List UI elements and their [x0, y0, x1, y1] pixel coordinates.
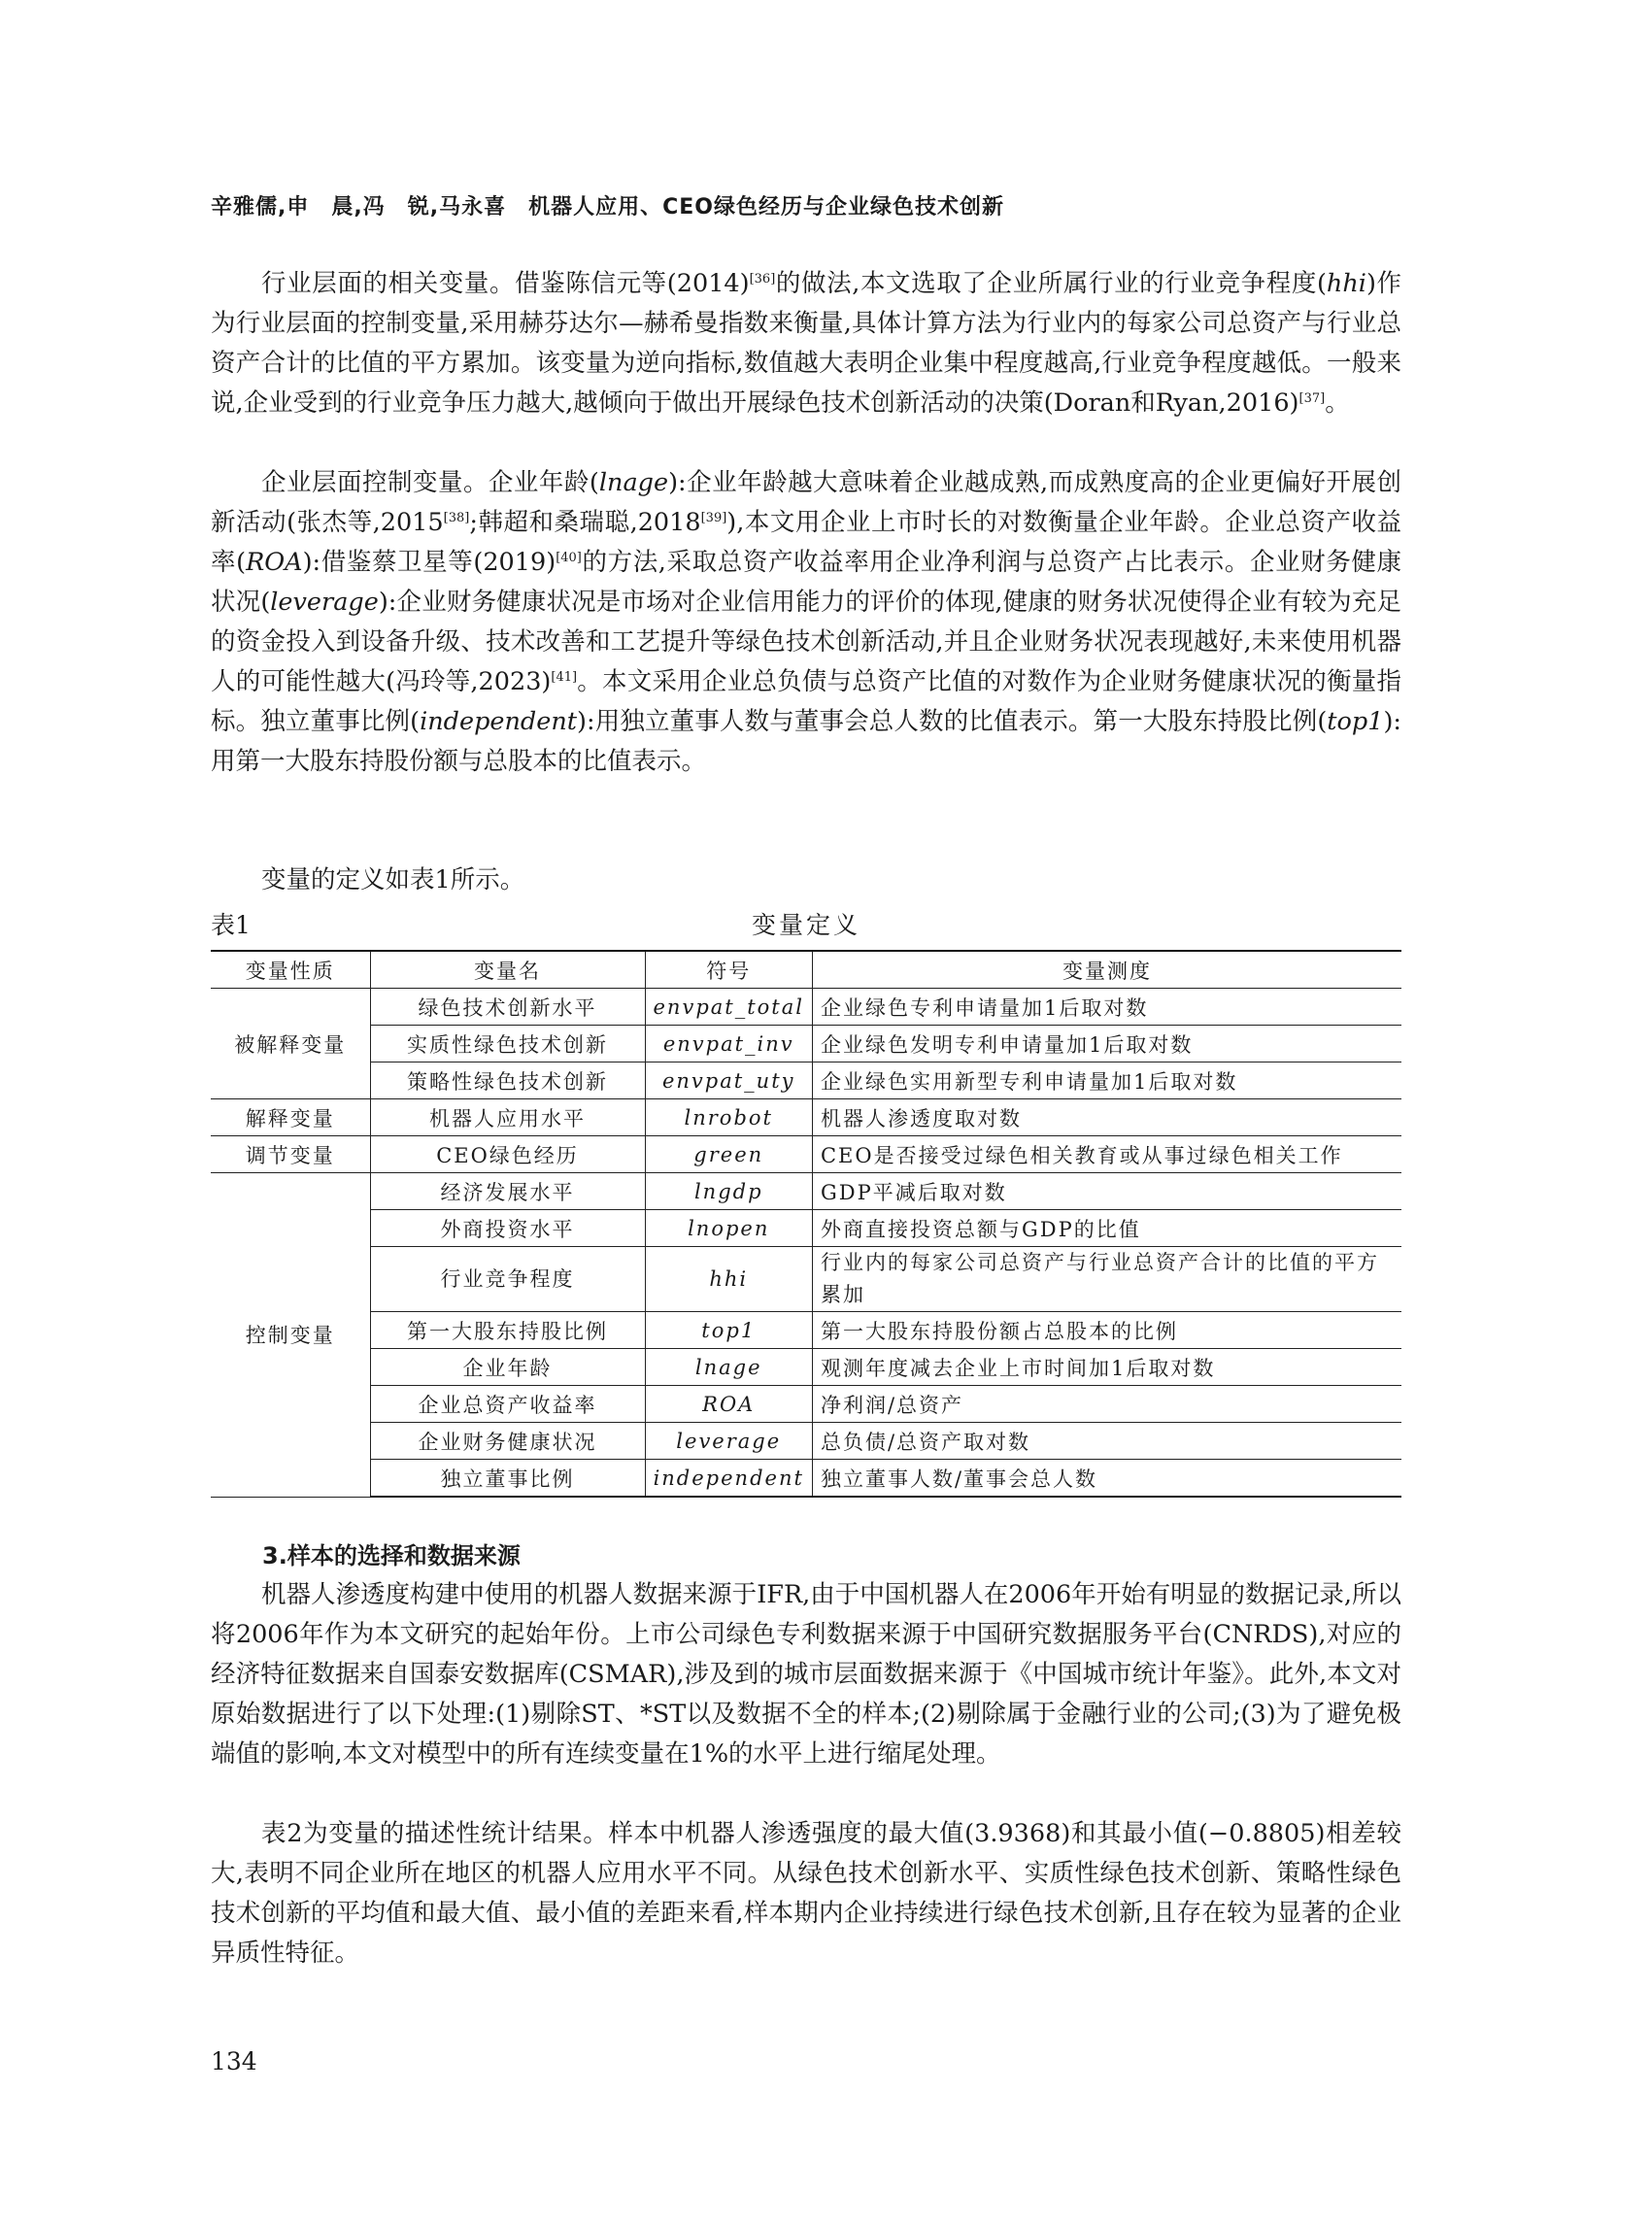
table-row: [211, 1349, 1401, 1386]
variable-measure: CEO是否接受过绿色相关教育或从事过绿色相关工作: [812, 1136, 1401, 1173]
variable-measure: 外商直接投资总额与GDP的比值: [812, 1210, 1401, 1247]
variable-symbol: hhi: [645, 1247, 812, 1312]
variable-measure: 机器人渗透度取对数: [812, 1099, 1401, 1136]
paragraph-firm-controls: 企业层面控制变量。企业年龄(lnage):企业年龄越大意味着企业越成熟,而成熟度高的企业更偏好开展创新活动(张杰等,2015[38];韩超和桑瑞聪,2018[39]),本文用企业上市时长的对数衡量企业年龄。企业总资产收益率(ROA):借鉴蔡卫星等(2019)[40]的方法,采取总资产收益率用企业净利润与总资产占比表示。企业财务健康状况(leverage):企业财务健康状况是市场对企业信用能力的评价的体现,健康的财务状况使得企业有较为充足的资金投入到设备升级、技术改善和工艺提升等绿色技术创新活动,并且企业财务状况表现越好,未来使用机器人的可能性越大(冯玲等,2023)[41]。本文采用企业总负债与总资产比值的对数作为企业财务健康状况的衡量指标。独立董事比例(independent):用独立董事人数与董事会总人数的比值表示。第一大股东持股比例(top1):用第一大股东持股份额与总股本的比值表示。: [211, 468, 1402, 776]
table-row: [211, 1026, 1401, 1062]
variable-name: 策略性绿色技术创新: [370, 1062, 645, 1099]
citation-40[interactable]: [40]: [556, 551, 582, 565]
section-heading: 3.样本的选择和数据来源: [262, 1542, 521, 1569]
variable-name: 企业总资产收益率: [370, 1386, 645, 1423]
citation-36[interactable]: [36]: [749, 272, 776, 287]
table-title: 变量定义: [751, 911, 860, 939]
variable-symbol: ROA: [645, 1386, 812, 1423]
variable-name: 机器人应用水平: [370, 1099, 645, 1136]
variable-measure: 企业绿色发明专利申请量加1后取对数: [812, 1026, 1401, 1062]
table-header-row: [211, 951, 1401, 989]
table-row: [211, 1247, 1401, 1312]
group-moderator: 调节变量: [211, 1136, 370, 1173]
header-measurement: 变量测度: [812, 951, 1401, 989]
variable-name: 实质性绿色技术创新: [370, 1026, 645, 1062]
citation-41[interactable]: [41]: [551, 670, 578, 685]
table-row: [211, 1460, 1401, 1498]
table-row: [211, 1210, 1401, 1247]
table-row: [211, 1173, 1401, 1210]
variable-name: 企业财务健康状况: [370, 1423, 645, 1460]
variable-name: CEO绿色经历: [370, 1136, 645, 1173]
variable-measure: 独立董事人数/董事会总人数: [812, 1460, 1401, 1498]
group-explanatory: 解释变量: [211, 1099, 370, 1136]
variable-measure: 企业绿色专利申请量加1后取对数: [812, 989, 1401, 1026]
table-row: [211, 1062, 1401, 1099]
paragraph-data-sources: 机器人渗透度构建中使用的机器人数据来源于IFR,由于中国机器人在2006年开始有明显的数据记录,所以将2006年作为本文研究的起始年份。上市公司绿色专利数据来源于中国研究数据服务平台(CNRDS),对应的经济特征数据来自国泰安数据库(CSMAR),涉及到的城市层面数据来源于《中国城市统计年鉴》。此外,本文对原始数据进行了以下处理:(1)剔除ST、*ST以及数据不全的样本;(2)剔除属于金融行业的公司;(3)为了避免极端值的影响,本文对模型中的所有连续变量在1%的水平上进行缩尾处理。: [211, 1580, 1401, 1769]
header-symbol: 符号: [645, 951, 812, 989]
variable-measure: 行业内的每家公司总资产与行业总资产合计的比值的平方累加: [812, 1247, 1401, 1312]
variable-name: 经济发展水平: [370, 1173, 645, 1210]
paragraph-table-intro: 变量的定义如表1所示。: [261, 865, 525, 894]
variable-symbol: lnage: [645, 1349, 812, 1386]
variable-measure: 观测年度减去企业上市时间加1后取对数: [812, 1349, 1401, 1386]
variable-measure: 总负债/总资产取对数: [812, 1423, 1401, 1460]
variable-definition-table: [211, 950, 1401, 1498]
variable-measure: 净利润/总资产: [812, 1386, 1401, 1423]
variable-symbol: lnopen: [645, 1210, 812, 1247]
variable-symbol: envpat_total: [645, 989, 812, 1026]
variable-symbol: envpat_uty: [645, 1062, 812, 1099]
group-control: 控制变量: [211, 1173, 370, 1498]
variable-measure: 第一大股东持股份额占总股本的比例: [812, 1312, 1401, 1349]
variable-symbol: leverage: [645, 1423, 812, 1460]
citation-39[interactable]: [39]: [700, 511, 727, 525]
variable-symbol: lnrobot: [645, 1099, 812, 1136]
citation-38[interactable]: [38]: [443, 511, 470, 525]
variable-name: 绿色技术创新水平: [370, 989, 645, 1026]
group-dependent: 被解释变量: [211, 989, 370, 1099]
variable-name: 独立董事比例: [370, 1460, 645, 1498]
paragraph-industry-controls: 行业层面的相关变量。借鉴陈信元等(2014)[36]的做法,本文选取了企业所属行业的行业竞争程度(hhi)作为行业层面的控制变量,采用赫芬达尔—赫希曼指数来衡量,具体计算方法为行业内的每家公司总资产与行业总资产合计的比值的平方累加。该变量为逆向指标,数值越大表明企业集中程度越高,行业竞争程度越低。一般来说,企业受到的行业竞争压力越大,越倾向于做出开展绿色技术创新活动的决策(Doran和Ryan,2016)[37]。: [211, 269, 1401, 418]
header-variable-nature: 变量性质: [211, 951, 370, 989]
table-label: 表1: [211, 911, 251, 939]
variable-symbol: top1: [645, 1312, 812, 1349]
variable-measure: GDP平减后取对数: [812, 1173, 1401, 1210]
citation-37[interactable]: [37]: [1298, 391, 1326, 406]
variable-name: 外商投资水平: [370, 1210, 645, 1247]
variable-measure: 企业绿色实用新型专利申请量加1后取对数: [812, 1062, 1401, 1099]
table-row: [211, 1136, 1401, 1173]
variable-name: 企业年龄: [370, 1349, 645, 1386]
table-row: [211, 1423, 1401, 1460]
paragraph-descriptive-stats: 表2为变量的描述性统计结果。样本中机器人渗透强度的最大值(3.9368)和其最小值(−0.8805)相差较大,表明不同企业所在地区的机器人应用水平不同。从绿色技术创新水平、实质性绿色技术创新、策略性绿色技术创新的平均值和最大值、最小值的差距来看,样本期内企业持续进行绿色技术创新,且存在较为显著的企业异质性特征。: [211, 1819, 1401, 1968]
table-row: [211, 1386, 1401, 1423]
table-row: [211, 1312, 1401, 1349]
variable-symbol: lngdp: [645, 1173, 812, 1210]
table-row: [211, 989, 1401, 1026]
variable-symbol: green: [645, 1136, 812, 1173]
running-header: 辛雅儒,申 晨,冯 锐,马永喜 机器人应用、CEO绿色经历与企业绿色技术创新: [211, 195, 1004, 219]
table-row: [211, 1099, 1401, 1136]
variable-name: 行业竞争程度: [370, 1247, 645, 1312]
header-variable-name: 变量名: [370, 951, 645, 989]
variable-name: 第一大股东持股比例: [370, 1312, 645, 1349]
variable-symbol: envpat_inv: [645, 1026, 812, 1062]
page-number: 134: [211, 2047, 257, 2075]
variable-symbol: independent: [645, 1460, 812, 1498]
